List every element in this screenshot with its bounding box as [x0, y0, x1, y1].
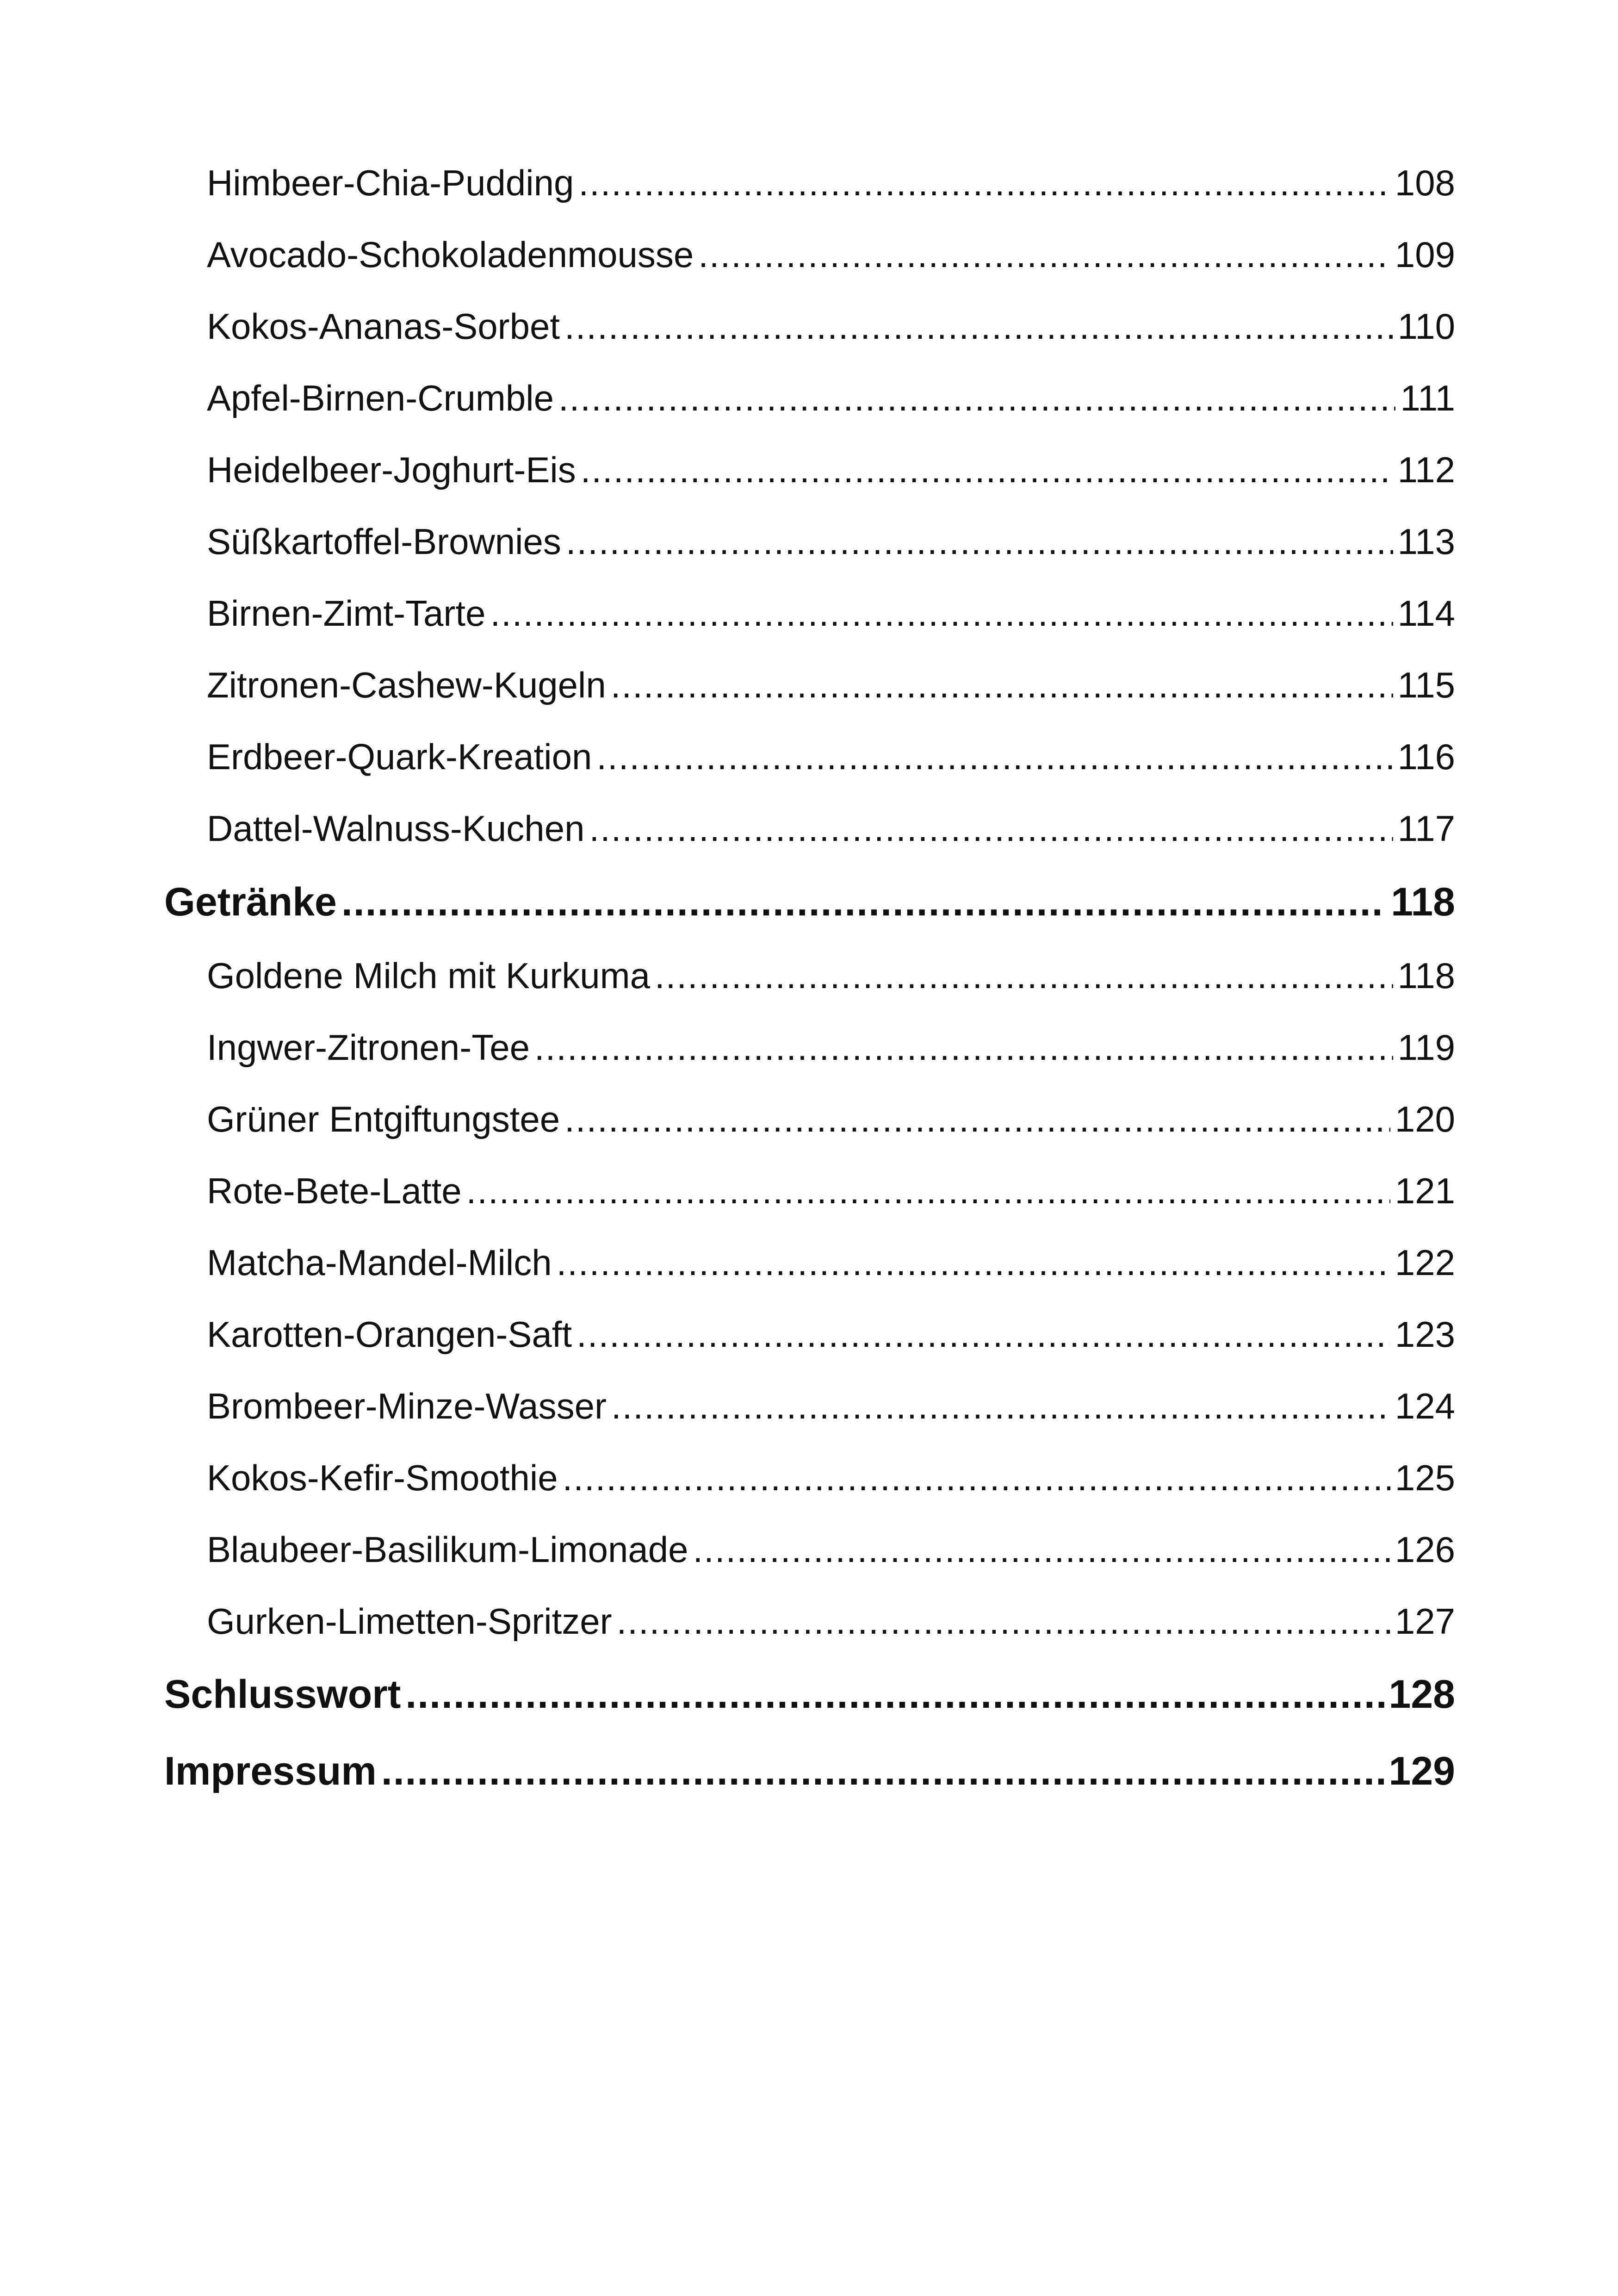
- toc-entry-gurken-limetten-spritzer[interactable]: [207, 1600, 1455, 1656]
- toc-entry-page-number: 122: [1395, 1242, 1455, 1283]
- dot-leader: [466, 1170, 1390, 1212]
- toc-entry-title: Zitronen-Cashew-Kugeln: [207, 665, 606, 705]
- toc-entry-birnen-zimt-tarte[interactable]: [207, 592, 1455, 648]
- toc-entry-page-number: 127: [1395, 1601, 1455, 1642]
- toc-chapter-getraenke[interactable]: [164, 879, 1455, 940]
- dot-leader: [534, 1027, 1393, 1069]
- toc-entry-page-number: 125: [1395, 1457, 1455, 1498]
- toc-entry-title: Karotten-Orangen-Saft: [207, 1314, 572, 1355]
- toc-entry-title: Matcha-Mandel-Milch: [207, 1242, 552, 1283]
- toc-entry-page-number: 115: [1397, 665, 1455, 705]
- toc-entry-title: Ingwer-Zitronen-Tee: [207, 1027, 530, 1068]
- toc-entry-title: Dattel-Walnuss-Kuchen: [207, 808, 585, 849]
- toc-entry-apfel-birnen-crumble[interactable]: [207, 377, 1455, 433]
- toc-entry-title: Himbeer-Chia-Pudding: [207, 162, 574, 203]
- toc-entry-page-number: 123: [1395, 1314, 1455, 1355]
- dot-leader: [589, 808, 1393, 850]
- toc-chapter-title: Getränke: [164, 880, 337, 924]
- dot-leader: [564, 1098, 1390, 1140]
- toc-entry-page-number: 120: [1395, 1099, 1455, 1139]
- toc-chapter-title: Schlusswort: [164, 1672, 401, 1717]
- toc-entry-page-number: 117: [1397, 808, 1455, 849]
- toc-entry-page-number: 108: [1395, 162, 1455, 203]
- toc-entry-goldene-milch-mit-kurkuma[interactable]: [207, 955, 1455, 1010]
- toc-chapter-page-number: 118: [1391, 880, 1455, 924]
- toc-entry-zitronen-cashew-kugeln[interactable]: [207, 664, 1455, 720]
- dot-leader: [698, 234, 1390, 276]
- dot-leader: [564, 305, 1393, 348]
- toc-entry-kokos-kefir-smoothie[interactable]: [207, 1457, 1455, 1512]
- toc-entry-page-number: 126: [1395, 1529, 1455, 1570]
- toc-chapter-page-number: 129: [1389, 1749, 1455, 1793]
- toc-entry-title: Kokos-Kefir-Smoothie: [207, 1457, 558, 1498]
- dot-leader: [381, 1748, 1384, 1794]
- toc-entry-kokos-ananas-sorbet[interactable]: [207, 305, 1455, 361]
- dot-leader: [557, 1242, 1390, 1284]
- toc-entry-page-number: 121: [1395, 1170, 1455, 1211]
- toc-entry-page-number: 113: [1397, 521, 1455, 562]
- toc-entry-blaubeer-basilikum-limonade[interactable]: [207, 1529, 1455, 1584]
- toc-entry-title: Grüner Entgiftungstee: [207, 1099, 560, 1139]
- toc-entry-matcha-mandel-milch[interactable]: [207, 1242, 1455, 1297]
- toc-entry-suesskartoffel-brownies[interactable]: [207, 521, 1455, 576]
- toc-entry-page-number: 119: [1397, 1027, 1455, 1068]
- toc-chapter-schlusswort[interactable]: [164, 1672, 1455, 1732]
- toc-chapter-impressum[interactable]: [164, 1748, 1455, 1809]
- dot-leader: [655, 955, 1393, 997]
- toc-entry-page-number: 109: [1395, 234, 1455, 275]
- dot-leader: [578, 162, 1390, 204]
- dot-leader: [341, 879, 1386, 925]
- toc-entry-karotten-orangen-saft[interactable]: [207, 1313, 1455, 1369]
- toc-entry-page-number: 118: [1397, 955, 1455, 996]
- dot-leader: [577, 1313, 1390, 1356]
- toc-entry-title: Blaubeer-Basilikum-Limonade: [207, 1529, 688, 1570]
- dot-leader: [563, 1457, 1390, 1499]
- toc-entry-title: Goldene Milch mit Kurkuma: [207, 955, 651, 996]
- toc-entry-ingwer-zitronen-tee[interactable]: [207, 1027, 1455, 1082]
- toc-entry-gruener-entgiftungstee[interactable]: [207, 1098, 1455, 1154]
- toc-entry-page-number: 114: [1397, 593, 1455, 634]
- toc-entry-title: Heidelbeer-Joghurt-Eis: [207, 449, 576, 490]
- toc-entry-title: Apfel-Birnen-Crumble: [207, 378, 554, 418]
- toc-entry-dattel-walnuss-kuchen[interactable]: [207, 808, 1455, 863]
- dot-leader: [617, 1600, 1390, 1643]
- toc-entry-page-number: 116: [1397, 736, 1455, 777]
- toc-chapter-page-number: 128: [1389, 1672, 1455, 1717]
- toc-entry-page-number: 112: [1397, 449, 1455, 490]
- toc-entry-title: Kokos-Ananas-Sorbet: [207, 306, 560, 347]
- toc-entry-page-number: 124: [1395, 1386, 1455, 1426]
- toc-entry-title: Gurken-Limetten-Spritzer: [207, 1601, 612, 1642]
- dot-leader: [566, 521, 1393, 563]
- toc-entry-page-number: 111: [1400, 378, 1455, 418]
- dot-leader: [581, 449, 1393, 491]
- toc-entry-title: Erdbeer-Quark-Kreation: [207, 736, 592, 777]
- toc-entry-title: Birnen-Zimt-Tarte: [207, 593, 486, 634]
- toc-entry-rote-bete-latte[interactable]: [207, 1170, 1455, 1226]
- dot-leader: [405, 1672, 1384, 1717]
- dot-leader: [693, 1529, 1390, 1571]
- dot-leader: [490, 592, 1393, 635]
- toc-entry-avocado-schokoladenmousse[interactable]: [207, 234, 1455, 289]
- toc-entry-heidelbeer-joghurt-eis[interactable]: [207, 449, 1455, 504]
- toc-entry-brombeer-minze-wasser[interactable]: [207, 1385, 1455, 1441]
- toc-entry-title: Süßkartoffel-Brownies: [207, 521, 561, 562]
- toc-entry-page-number: 110: [1397, 306, 1455, 347]
- toc-entry-title: Rote-Bete-Latte: [207, 1170, 462, 1211]
- toc-chapter-title: Impressum: [164, 1749, 377, 1793]
- toc-entry-himbeer-chia-pudding[interactable]: [207, 162, 1455, 218]
- toc-entry-title: Avocado-Schokoladenmousse: [207, 234, 694, 275]
- dot-leader: [611, 1385, 1390, 1427]
- dot-leader: [558, 377, 1395, 419]
- dot-leader: [611, 664, 1393, 706]
- toc-entry-title: Brombeer-Minze-Wasser: [207, 1386, 607, 1426]
- dot-leader: [596, 736, 1393, 778]
- toc-entry-erdbeer-quark-kreation[interactable]: [207, 736, 1455, 791]
